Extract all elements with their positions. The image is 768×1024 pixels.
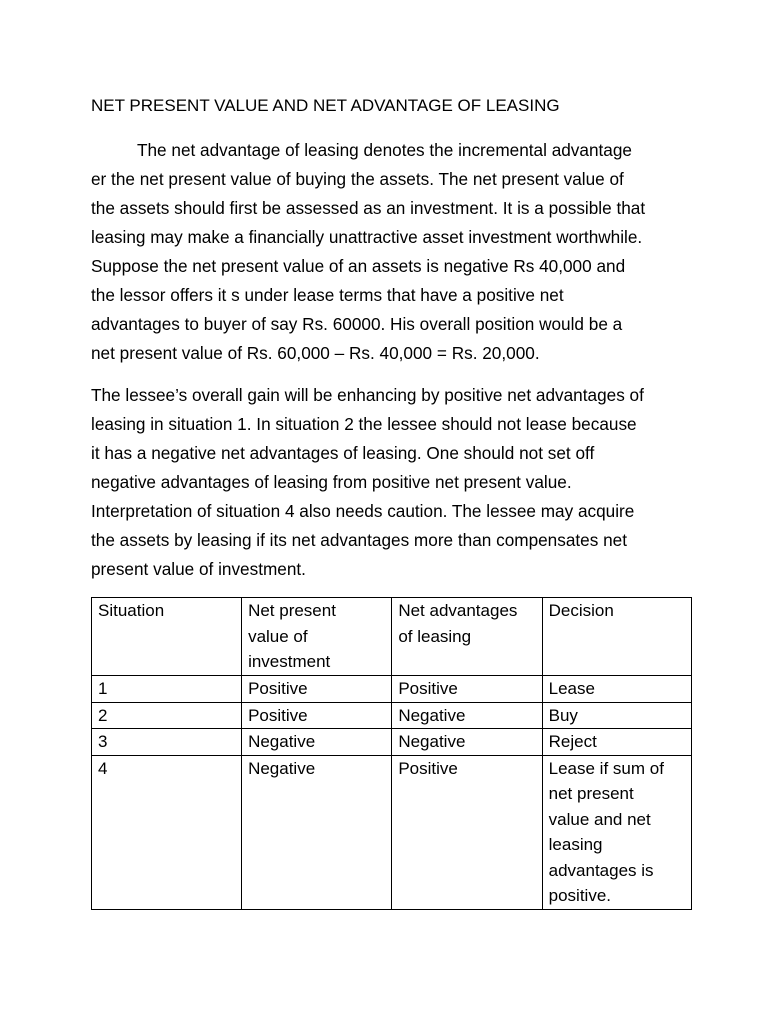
decision-line: leasing (548, 835, 603, 854)
header-line: value of (248, 626, 308, 646)
cell-npv: Positive (242, 702, 392, 729)
cell-npv: Negative (242, 755, 392, 909)
header-npv (242, 598, 392, 676)
table-row (92, 702, 692, 729)
cell-situation: 2 (92, 702, 242, 729)
header-line: investment (248, 652, 331, 671)
cell-net-advantage: Negative (392, 729, 542, 756)
text-line: advantages to buyer of say Rs. 60000. His overall position would be a (91, 314, 623, 334)
leasing-decision-table (91, 597, 692, 910)
decision-line: positive. (548, 886, 612, 905)
decision-line: advantages is (548, 860, 654, 880)
decision-line: Lease if sum of (548, 758, 664, 778)
decision-line: net present (548, 784, 634, 803)
text-line: er the net present value of buying the assets. The net present value of (91, 169, 624, 189)
paragraph-lessee-gain (91, 381, 691, 584)
text-line: present value of investment. (91, 559, 306, 579)
cell-decision: Lease (542, 676, 691, 703)
text-line: leasing in situation 1. In situation 2 the lessee should not lease because (91, 414, 637, 434)
page-title: NET PRESENT VALUE AND NET ADVANTAGE OF LEASING (91, 96, 560, 115)
text-line: The lessee’s overall gain will be enhancing by positive net advantages of (91, 385, 644, 405)
text-line: the lessor offers it s under lease terms that have a positive net (91, 285, 564, 305)
header-net-advantage (392, 598, 542, 676)
paragraph-net-advantage (91, 136, 691, 368)
text-line: the assets by leasing if its net advantages more than compensates net (91, 530, 627, 550)
cell-net-advantage: Positive (392, 755, 542, 909)
cell-npv: Positive (242, 676, 392, 703)
header-line: Net present (248, 601, 336, 620)
text-line: net present value of Rs. 60,000 – Rs. 40,000 = Rs. 20,000. (91, 343, 540, 363)
text-line: The net advantage of leasing denotes the incremental advantage (137, 140, 632, 160)
table-row (92, 755, 692, 909)
text-line: leasing may make a financially unattractive asset investment worthwhile. (91, 227, 643, 247)
text-line: negative advantages of leasing from positive net present value. (91, 472, 572, 492)
table-header-row (92, 598, 692, 676)
cell-decision (542, 755, 691, 909)
cell-net-advantage: Negative (392, 702, 542, 729)
header-line: Decision (548, 601, 614, 620)
cell-situation: 3 (92, 729, 242, 756)
text-line: the assets should first be assessed as an investment. It is a possible that (91, 198, 646, 218)
text-line: Interpretation of situation 4 also needs caution. The lessee may acquire (91, 501, 635, 521)
cell-decision: Buy (542, 702, 691, 729)
header-decision (542, 598, 691, 676)
cell-situation: 1 (92, 676, 242, 703)
cell-net-advantage: Positive (392, 676, 542, 703)
cell-npv: Negative (242, 729, 392, 756)
header-line: Net advantages (398, 601, 518, 620)
table-row (92, 729, 692, 756)
cell-decision: Reject (542, 729, 691, 756)
text-line: it has a negative net advantages of leasing. One should not set off (91, 443, 595, 463)
decision-line: value and net (548, 809, 651, 829)
cell-situation: 4 (92, 755, 242, 909)
header-situation (92, 598, 242, 676)
table-row (92, 676, 692, 703)
header-line: Situation (98, 601, 165, 620)
header-line: of leasing (398, 626, 472, 646)
text-line: Suppose the net present value of an assets is negative Rs 40,000 and (91, 256, 626, 276)
